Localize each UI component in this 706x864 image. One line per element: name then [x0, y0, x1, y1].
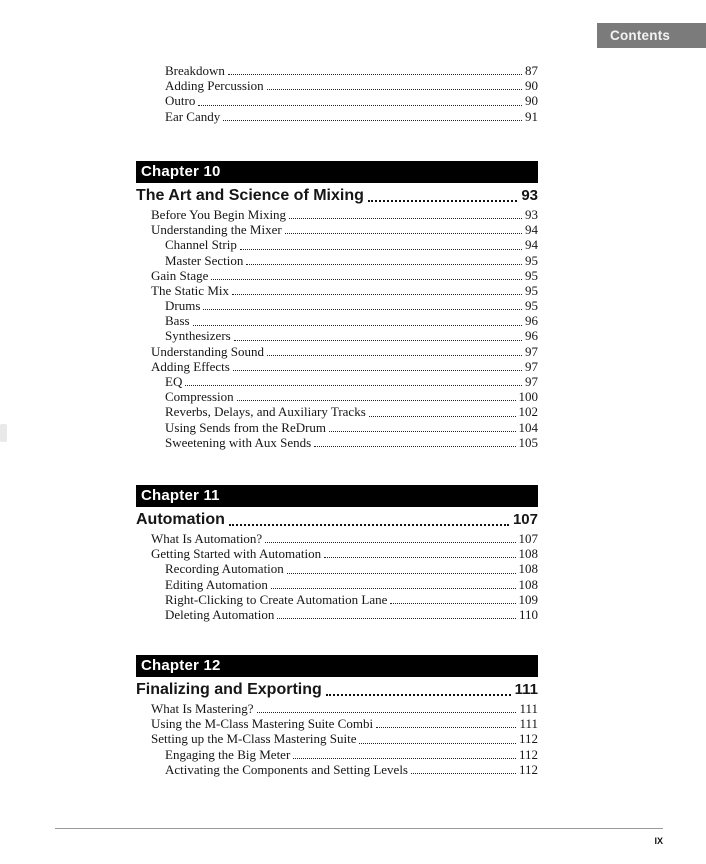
toc-entry[interactable]	[136, 762, 538, 777]
toc-entry-page: 95	[525, 252, 538, 268]
toc-entry-title: Activating the Components and Setting Levels	[165, 761, 408, 777]
toc-leader-dots	[246, 264, 522, 265]
toc-entry-page: 96	[525, 328, 538, 344]
toc-entry[interactable]	[136, 268, 538, 283]
toc-leader-dots	[314, 446, 515, 447]
toc-leader-dots	[289, 218, 522, 219]
chapter-page-number: 107	[512, 511, 538, 528]
chapter-heading-label: Chapter 12	[141, 657, 221, 674]
toc-entry-page: 100	[518, 389, 538, 405]
toc-entry[interactable]	[136, 109, 538, 124]
toc-entry-page: 111	[519, 716, 538, 732]
toc-leader-dots	[185, 385, 522, 386]
toc-entry-page: 96	[525, 313, 538, 329]
toc-entry-title: Understanding the Mixer	[151, 222, 282, 238]
toc-leader-dots	[193, 325, 522, 326]
toc-leader-dots	[229, 524, 509, 526]
toc-leader-dots	[271, 588, 516, 589]
toc-entry-page: 95	[525, 267, 538, 283]
toc-entry[interactable]	[136, 298, 538, 313]
chapter-block	[136, 161, 538, 450]
toc-leader-dots	[368, 200, 517, 202]
toc-entry-page: 97	[525, 343, 538, 359]
toc-entry[interactable]	[136, 93, 538, 108]
toc-entry-title: Outro	[165, 93, 196, 109]
toc-entry[interactable]	[136, 207, 538, 222]
toc-entry-page: 108	[518, 561, 538, 577]
toc-entry-title: Before You Begin Mixing	[151, 206, 287, 222]
toc-leader-dots	[257, 712, 517, 713]
toc-entry-title: The Static Mix	[151, 282, 229, 298]
toc-entry-title: Recording Automation	[165, 561, 284, 577]
toc-entry[interactable]	[136, 359, 538, 374]
toc-entry-title: Right-Clicking to Create Automation Lane	[165, 591, 388, 607]
contents-tab	[597, 23, 706, 48]
toc-entry[interactable]	[136, 577, 538, 592]
toc-leader-dots	[326, 694, 511, 696]
toc-entry-page: 91	[525, 108, 538, 124]
toc-entry-title: Breakdown	[165, 62, 225, 78]
toc-entry-title: Gain Stage	[151, 267, 209, 283]
toc-entry-title: Editing Automation	[165, 576, 268, 592]
toc-leader-dots	[223, 120, 522, 121]
toc-leader-dots	[287, 573, 516, 574]
chapter-title-row[interactable]	[136, 509, 538, 530]
toc-entry-page: 90	[525, 78, 538, 94]
toc-entry-page: 112	[518, 761, 538, 777]
toc-entry-title: What Is Automation?	[151, 530, 263, 546]
toc-entry-title: Getting Started with Automation	[151, 546, 322, 562]
toc-leader-dots	[376, 727, 516, 728]
toc-entry-page: 110	[518, 606, 538, 622]
toc-leading-section	[136, 63, 538, 124]
toc-entry-title: Adding Percussion	[165, 78, 264, 94]
chapter-page-number: 111	[514, 681, 538, 698]
toc-entry-page: 97	[525, 358, 538, 374]
toc-entry-page: 94	[525, 237, 538, 253]
page-number: ix	[654, 832, 663, 847]
chapter-heading-bar	[136, 161, 538, 183]
toc-leader-dots	[285, 233, 522, 234]
toc-entry-page: 107	[518, 530, 538, 546]
toc-entry-page: 112	[518, 731, 538, 747]
toc-leader-dots	[359, 743, 516, 744]
toc-leader-dots	[267, 355, 522, 356]
toc-leader-dots	[293, 758, 516, 759]
toc-leader-dots	[228, 74, 522, 75]
chapter-title-row[interactable]	[136, 679, 538, 700]
chapter-page-number: 93	[521, 187, 538, 204]
toc-entry-page: 97	[525, 374, 538, 390]
toc-entry[interactable]	[136, 313, 538, 328]
toc-entry[interactable]	[136, 237, 538, 252]
toc-entry-page: 112	[518, 746, 538, 762]
chapter-heading-label: Chapter 10	[141, 163, 221, 180]
toc-entry[interactable]	[136, 253, 538, 268]
toc-entry[interactable]	[136, 546, 538, 561]
toc-entry-title: Synthesizers	[165, 328, 231, 344]
toc-entry-page: 105	[518, 434, 538, 450]
chapter-heading-bar	[136, 485, 538, 507]
toc-entry[interactable]	[136, 731, 538, 746]
toc-entry-page: 108	[518, 546, 538, 562]
toc-entry-page: 109	[518, 591, 538, 607]
toc-entry-page: 95	[525, 298, 538, 314]
footer-rule	[55, 828, 663, 829]
toc-leader-dots	[240, 249, 522, 250]
toc-entry[interactable]	[136, 222, 538, 237]
contents-tab-label: Contents	[610, 28, 671, 43]
toc-entry-title: Using the M-Class Mastering Suite Combi	[151, 716, 374, 732]
toc-entry[interactable]	[136, 701, 538, 716]
toc-entry-page: 93	[525, 206, 538, 222]
toc-entry-title: Engaging the Big Meter	[165, 746, 291, 762]
chapter-title: The Art and Science of Mixing	[136, 187, 364, 204]
toc-leader-dots	[267, 89, 522, 90]
toc-entry-title: Sweetening with Aux Sends	[165, 434, 312, 450]
toc-leader-dots	[211, 279, 522, 280]
toc-entry[interactable]	[136, 389, 538, 404]
toc-leader-dots	[369, 416, 516, 417]
toc-leader-dots	[277, 618, 516, 619]
toc-leader-dots	[329, 431, 515, 432]
chapter-block	[136, 485, 538, 622]
chapter-title-row[interactable]	[136, 185, 538, 206]
chapter-block	[136, 655, 538, 777]
toc-entry[interactable]	[136, 435, 538, 450]
toc-entry-page: 87	[525, 62, 538, 78]
toc-leader-dots	[324, 557, 515, 558]
toc-entry[interactable]	[136, 404, 538, 419]
toc-entry-title: Deleting Automation	[165, 606, 275, 622]
toc-leader-dots	[233, 370, 522, 371]
toc-entry-title: Drums	[165, 298, 201, 314]
toc-entry-title: Adding Effects	[151, 358, 230, 374]
toc-entry-title: EQ	[165, 374, 183, 390]
toc-entry-title: What Is Mastering?	[151, 700, 254, 716]
toc-entry-title: Ear Candy	[165, 108, 221, 124]
toc-leader-dots	[237, 400, 516, 401]
toc-leader-dots	[234, 340, 522, 341]
toc-entry-title: Using Sends from the ReDrum	[165, 419, 327, 435]
toc-entry[interactable]	[136, 716, 538, 731]
toc-entry-title: Compression	[165, 389, 234, 405]
toc-leader-dots	[232, 294, 522, 295]
toc-entry-page: 102	[518, 404, 538, 420]
toc-entry-title: Bass	[165, 313, 190, 329]
toc-entry[interactable]	[136, 78, 538, 93]
chapter-heading-label: Chapter 11	[141, 487, 220, 504]
toc-leader-dots	[203, 309, 522, 310]
toc-entry-title: Channel Strip	[165, 237, 237, 253]
toc-entry[interactable]	[136, 374, 538, 389]
chapter-heading-bar	[136, 655, 538, 677]
toc-entry[interactable]	[136, 561, 538, 576]
toc-entry-title: Reverbs, Delays, and Auxiliary Tracks	[165, 404, 366, 420]
toc-leader-dots	[411, 773, 516, 774]
chapter-title: Automation	[136, 511, 225, 528]
toc-entry[interactable]	[136, 531, 538, 546]
toc-entry[interactable]	[136, 607, 538, 622]
toc-entry-title: Setting up the M-Class Mastering Suite	[151, 731, 357, 747]
toc-entry[interactable]	[136, 329, 538, 344]
toc-leader-dots	[390, 603, 515, 604]
toc-entry[interactable]	[136, 63, 538, 78]
toc-entry-title: Master Section	[165, 252, 244, 268]
toc-entry-page: 111	[519, 700, 538, 716]
toc-leader-dots	[265, 542, 515, 543]
chapter-title: Finalizing and Exporting	[136, 681, 322, 698]
toc-entry[interactable]	[136, 420, 538, 435]
toc-entry-page: 90	[525, 93, 538, 109]
toc-entry-page: 95	[525, 282, 538, 298]
toc-entry-title: Understanding Sound	[151, 343, 265, 359]
toc-entry[interactable]	[136, 592, 538, 607]
toc-entry[interactable]	[136, 283, 538, 298]
toc-leader-dots	[198, 105, 522, 106]
scan-artifact-mark	[0, 424, 7, 442]
toc-entry-page: 108	[518, 576, 538, 592]
toc-entry[interactable]	[136, 747, 538, 762]
toc-entry-page: 94	[525, 222, 538, 238]
toc-entry-page: 104	[518, 419, 538, 435]
toc-entry[interactable]	[136, 344, 538, 359]
